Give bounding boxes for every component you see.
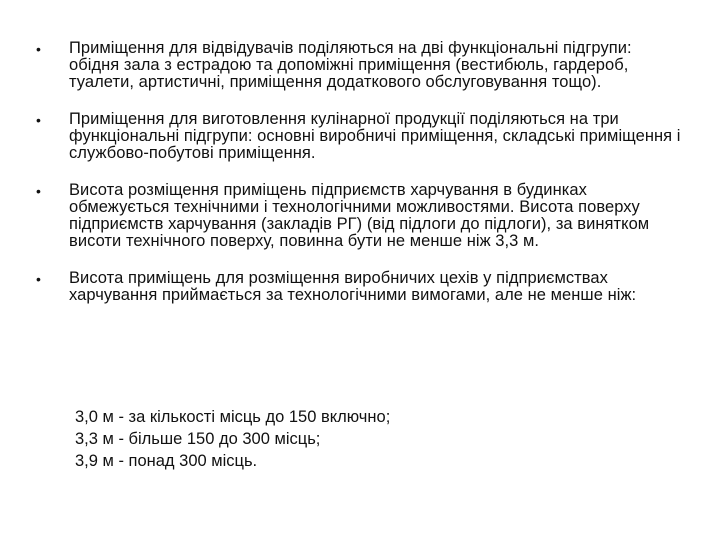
bullet-item-visitor-rooms — [36, 40, 686, 91]
bullet-text: Приміщення для виготовлення кулінарної продукції поділяються на три функціональні підгрупи: основні виробничі приміщення, складські приміщення і службово-побутові приміщення. — [69, 110, 681, 162]
bullet-icon: • — [36, 112, 41, 128]
bullet-list — [36, 40, 686, 304]
bullet-item-workshop-height — [36, 270, 686, 304]
height-requirement-line: 3,9 м - понад 300 місць. — [75, 452, 258, 470]
bullet-item-floor-height — [36, 182, 686, 250]
bullet-text: Висота приміщень для розміщення виробничих цехів у підприємствах харчування приймається за технологічними вимогами, але не менше ніж: — [69, 269, 637, 304]
height-requirements-list — [75, 406, 675, 472]
bullet-item-production-rooms — [36, 111, 686, 162]
bullet-text: Висота розміщення приміщень підприємств харчування в будинках обмежується технічними і технологічними можливостями. Висота поверху підприємств харчування (закладів РГ) (від підлоги до підлоги), за винятком висоти технічного поверху, повинна бути не менше ніж 3,3 м. — [69, 181, 650, 250]
height-requirement-line: 3,0 м - за кількості місць до 150 включно; — [75, 408, 391, 426]
bullet-text: Приміщення для відвідувачів поділяються на дві функціональні підгрупи: обідня зала з естрадою та допоміжні приміщення (вестибюль, гардероб, туалети, артистичні, приміщення додаткового обслуговування тощо). — [69, 39, 632, 91]
bullet-icon: • — [36, 41, 41, 57]
bullet-icon: • — [36, 271, 41, 287]
bullet-icon: • — [36, 183, 41, 199]
height-requirement-line: 3,3 м - більше 150 до 300 місць; — [75, 430, 321, 448]
